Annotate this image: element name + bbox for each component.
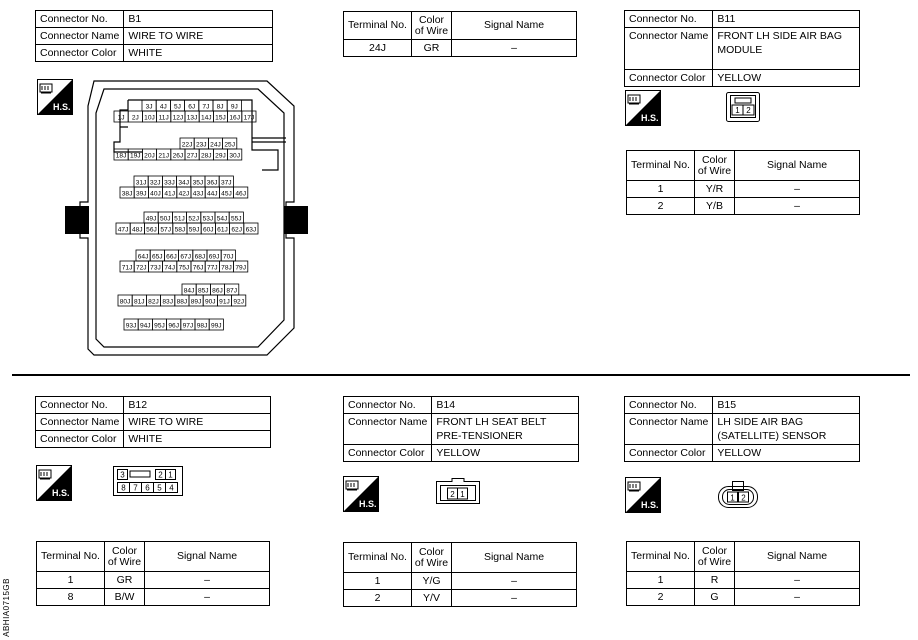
b1-pin-label: 59J xyxy=(188,226,200,234)
b1-pin-label: 45J xyxy=(221,190,232,198)
b1-pin-label: 29J xyxy=(215,152,226,160)
b15-pin-1: 1 xyxy=(730,493,735,503)
svg-text:8: 8 xyxy=(121,483,126,493)
b1-pin-label: 79J xyxy=(235,264,247,272)
b1-pin-label: 6J xyxy=(188,103,196,111)
b11-wire-color: Y/R xyxy=(695,181,735,198)
b1-terminal-no: 24J xyxy=(344,40,412,57)
b1-pin-label: 43J xyxy=(192,190,204,198)
b11-connector-face xyxy=(726,92,760,122)
svg-text:H.S.: H.S. xyxy=(359,499,377,509)
b1-pin-label: 38J xyxy=(121,190,133,198)
b1-pin-label: 19J xyxy=(129,152,141,160)
svg-text:7: 7 xyxy=(133,483,138,493)
b1-pin-label: 20J xyxy=(144,152,155,160)
b11-terminal-table: Terminal No. Color of Wire Signal Name 1 Y/R – 2 Y/B – xyxy=(626,150,860,215)
b1-pin-label: 18J xyxy=(115,152,127,160)
b15-connector-color: YELLOW xyxy=(713,445,860,462)
b14-terminal-no: 2 xyxy=(344,590,412,607)
b14-pin-2: 2 xyxy=(450,490,455,499)
b11-connector-name: FRONT LH SIDE AIR BAG MODULE xyxy=(713,28,860,70)
b1-pin-label: 91J xyxy=(219,298,230,306)
hs-icon xyxy=(625,90,661,126)
b1-pin-label: 46J xyxy=(235,190,247,198)
b1-pin-label: 24J xyxy=(210,141,221,149)
b15-terminal-no: 1 xyxy=(627,572,695,589)
b15-wire-color: R xyxy=(695,572,735,589)
b1-connector-color: WHITE xyxy=(124,45,273,62)
b15-pin-2: 2 xyxy=(741,493,746,503)
b1-pin-label: 39J xyxy=(135,190,147,198)
svg-text:H.S.: H.S. xyxy=(53,102,71,112)
b1-pin-label: 49J xyxy=(145,215,157,223)
b1-pin-label: 90J xyxy=(204,298,216,306)
b1-pin-label: 25J xyxy=(224,141,236,149)
b1-pin-label: 83J xyxy=(162,298,174,306)
b12-signal-name: – xyxy=(145,572,270,589)
b1-pin-label: 14J xyxy=(200,114,212,122)
b15-info-table: Connector No. B15 Connector Name LH SIDE AIR BAG (SATELLITE) SENSOR Connector Color YELLOW xyxy=(624,396,860,462)
b1-pin-label: 92J xyxy=(233,298,245,306)
b1-pin-label: 73J xyxy=(150,264,161,272)
b1-pin-label: 2J xyxy=(131,114,139,122)
b14-signal-name: – xyxy=(452,573,577,590)
b1-pin-label: 93J xyxy=(125,322,137,330)
b1-pin-label: 51J xyxy=(174,215,185,223)
b1-pin-label: 72J xyxy=(135,264,147,272)
b1-pin-label: 75J xyxy=(178,264,190,272)
b1-pin-label: 4J xyxy=(159,103,167,111)
b1-pin-grid xyxy=(114,100,258,330)
b1-pin-label: 88J xyxy=(176,298,188,306)
b1-pin-label: 27J xyxy=(186,152,198,160)
b1-pin-label: 96J xyxy=(168,322,180,330)
b1-pin-label: 84J xyxy=(183,287,195,295)
b1-pin-label: 81J xyxy=(133,298,145,306)
b15-connector-no: B15 xyxy=(713,397,860,414)
b1-pin-label: 32J xyxy=(149,179,161,187)
b1-pin-label: 64J xyxy=(137,253,149,261)
b1-pin-label: 99J xyxy=(210,322,222,330)
b14-connector-face xyxy=(436,478,480,504)
b1-connector-face xyxy=(62,80,322,356)
b12-connector-no: B12 xyxy=(124,397,271,414)
b12-connector-color: WHITE xyxy=(124,431,271,448)
b12-connector-name: WIRE TO WIRE xyxy=(124,414,271,431)
b14-connector-name: FRONT LH SEAT BELT PRE-TENSIONER xyxy=(432,414,579,445)
b1-pin-label: 56J xyxy=(146,226,157,234)
b1-pin-label: 60J xyxy=(202,226,214,234)
b1-pin-label: 22J xyxy=(181,141,193,149)
hs-icon xyxy=(625,477,661,513)
b1-pin-label: 62J xyxy=(231,226,243,234)
b1-pin-label: 48J xyxy=(131,226,143,234)
b1-pin-label: 53J xyxy=(202,215,214,223)
b1-pin-label: 76J xyxy=(192,264,204,272)
b1-signal-name: – xyxy=(452,40,577,57)
svg-text:3: 3 xyxy=(120,470,125,480)
b1-pin-label: 31J xyxy=(135,179,147,187)
b14-connector-no: B14 xyxy=(432,397,579,414)
b11-pin-2: 2 xyxy=(746,106,751,115)
b1-pin-label: 66J xyxy=(166,253,177,261)
b15-wire-color: G xyxy=(695,589,735,606)
b1-pin-label: 21J xyxy=(158,152,170,160)
b1-info-table: Connector No. B1 Connector Name WIRE TO WIRE Connector Color WHITE xyxy=(35,10,273,62)
b14-wire-color: Y/G xyxy=(412,573,452,590)
b1-pin-label: 98J xyxy=(196,322,208,330)
b1-pin-label: 47J xyxy=(117,226,129,234)
b15-signal-name: – xyxy=(735,589,860,606)
svg-text:4: 4 xyxy=(169,483,174,493)
b11-info-table: Connector No. B11 Connector Name FRONT LH SIDE AIR BAG MODULE Connector Color YELLOW xyxy=(624,10,860,87)
hs-icon xyxy=(36,465,72,501)
b12-terminal-no: 1 xyxy=(37,572,105,589)
hs-icon xyxy=(343,476,379,512)
b1-pin-label: 37J xyxy=(220,179,232,187)
b1-pin-label: 52J xyxy=(188,215,200,223)
b12-wire-color: GR xyxy=(105,572,145,589)
b15-connector-face xyxy=(718,480,758,508)
b12-terminal-no: 8 xyxy=(37,589,105,606)
b1-pin-label: 97J xyxy=(182,322,194,330)
b1-pin-label: 94J xyxy=(139,322,151,330)
b1-pin-label: 95J xyxy=(154,322,165,330)
b11-terminal-no: 2 xyxy=(627,198,695,215)
b14-signal-name: – xyxy=(452,590,577,607)
svg-text:5: 5 xyxy=(157,483,162,493)
b1-pin-label: 28J xyxy=(200,152,212,160)
b1-pin-label: 35J xyxy=(192,179,204,187)
b1-pin-label: 61J xyxy=(217,226,228,234)
b14-wire-color: Y/V xyxy=(412,590,452,607)
b1-pin-label: 67J xyxy=(180,253,192,261)
b1-pin-label: 85J xyxy=(197,287,209,295)
b1-pin-label: 13J xyxy=(186,114,198,122)
b1-pin-label: 74J xyxy=(164,264,176,272)
section-divider xyxy=(12,374,910,376)
b1-pin-label: 8J xyxy=(216,103,224,111)
b11-connector-color: YELLOW xyxy=(713,70,860,87)
svg-text:2: 2 xyxy=(158,470,163,480)
b1-pin-label: 89J xyxy=(190,298,202,306)
b1-pin-label: 5J xyxy=(174,103,181,111)
b1-pin-label: 41J xyxy=(164,190,176,198)
b14-info-table: Connector No. B14 Connector Name FRONT LH SEAT BELT PRE-TENSIONER Connector Color YELLOW xyxy=(343,396,579,462)
b1-pin-label: 54J xyxy=(216,215,228,223)
b1-pin-label: 15J xyxy=(215,114,226,122)
b1-pin-label: 68J xyxy=(194,253,206,261)
b1-connector-name: WIRE TO WIRE xyxy=(124,28,273,45)
svg-text:H.S.: H.S. xyxy=(641,113,659,123)
svg-text:H.S.: H.S. xyxy=(641,500,659,510)
b11-terminal-no: 1 xyxy=(627,181,695,198)
svg-text:H.S.: H.S. xyxy=(52,488,70,498)
b1-pin-label: 11J xyxy=(158,114,169,122)
b11-wire-color: Y/B xyxy=(695,198,735,215)
b1-pin-label: 1J xyxy=(117,114,125,122)
b15-connector-name: LH SIDE AIR BAG (SATELLITE) SENSOR xyxy=(713,414,860,445)
b1-pin-label: 78J xyxy=(221,264,232,272)
b1-pin-label: 26J xyxy=(172,152,184,160)
b15-signal-name: – xyxy=(735,572,860,589)
b12-connector-face xyxy=(113,466,183,496)
b1-pin-label: 30J xyxy=(229,152,241,160)
b1-pin-label: 34J xyxy=(178,179,190,187)
b1-pin-label: 16J xyxy=(229,114,241,122)
b11-signal-name: – xyxy=(735,198,860,215)
b1-pin-label: 82J xyxy=(148,298,159,306)
b1-pin-label: 42J xyxy=(178,190,190,198)
b1-wire-color: GR xyxy=(412,40,452,57)
b1-pin-label: 3J xyxy=(145,103,153,111)
b14-pin-1: 1 xyxy=(460,490,465,499)
b12-info-table: Connector No. B12 Connector Name WIRE TO WIRE Connector Color WHITE xyxy=(35,396,271,448)
b15-terminal-table: Terminal No. Color of Wire Signal Name 1 R – 2 G – xyxy=(626,541,860,606)
figure-id: ABHIA0715GB xyxy=(2,578,11,637)
b1-connector-no: B1 xyxy=(124,11,273,28)
b1-pin-label: 50J xyxy=(159,215,171,223)
b12-signal-name: – xyxy=(145,589,270,606)
b1-pin-label: 80J xyxy=(119,298,131,306)
b14-connector-color: YELLOW xyxy=(432,445,579,462)
b15-terminal-no: 2 xyxy=(627,589,695,606)
b1-pin-label: 57J xyxy=(160,226,172,234)
b1-pin-label: 87J xyxy=(226,287,238,295)
b1-pin-label: 69J xyxy=(208,253,220,261)
b1-pin-label: 58J xyxy=(174,226,186,234)
b1-pin-label: 70J xyxy=(222,253,234,261)
b14-terminal-no: 1 xyxy=(344,573,412,590)
b1-pin-label: 86J xyxy=(212,287,223,295)
b1-pin-label: 44J xyxy=(206,190,218,198)
b1-pin-label: 40J xyxy=(150,190,161,198)
b1-pin-label: 36J xyxy=(206,179,218,187)
b11-connector-no: B11 xyxy=(713,11,860,28)
b1-pin-label: 65J xyxy=(151,253,163,261)
b12-terminal-table: Terminal No. Color of Wire Signal Name 1 GR – 8 B/W – xyxy=(36,541,270,606)
svg-text:6: 6 xyxy=(145,483,150,493)
b1-pin-label: 9J xyxy=(230,103,238,111)
b1-pin-label: 10J xyxy=(144,114,155,122)
b1-terminal-table: Terminal No. Color of Wire Signal Name 24J GR – xyxy=(343,11,577,57)
b1-pin-label: 17J xyxy=(243,114,255,122)
b1-pin-label: 33J xyxy=(164,179,175,187)
b1-pin-label: 55J xyxy=(230,215,242,223)
b1-pin-label: 12J xyxy=(172,114,184,122)
b11-signal-name: – xyxy=(735,181,860,198)
b11-pin-1: 1 xyxy=(735,106,740,115)
b14-terminal-table: Terminal No. Color of Wire Signal Name 1 Y/G – 2 Y/V – xyxy=(343,542,577,607)
b1-pin-label: 23J xyxy=(195,141,207,149)
svg-text:1: 1 xyxy=(168,470,173,480)
b12-wire-color: B/W xyxy=(105,589,145,606)
b1-pin-label: 77J xyxy=(206,264,218,272)
b1-pin-label: 63J xyxy=(245,226,257,234)
b1-pin-label: 7J xyxy=(202,103,210,111)
b1-pin-label: 71J xyxy=(121,264,133,272)
